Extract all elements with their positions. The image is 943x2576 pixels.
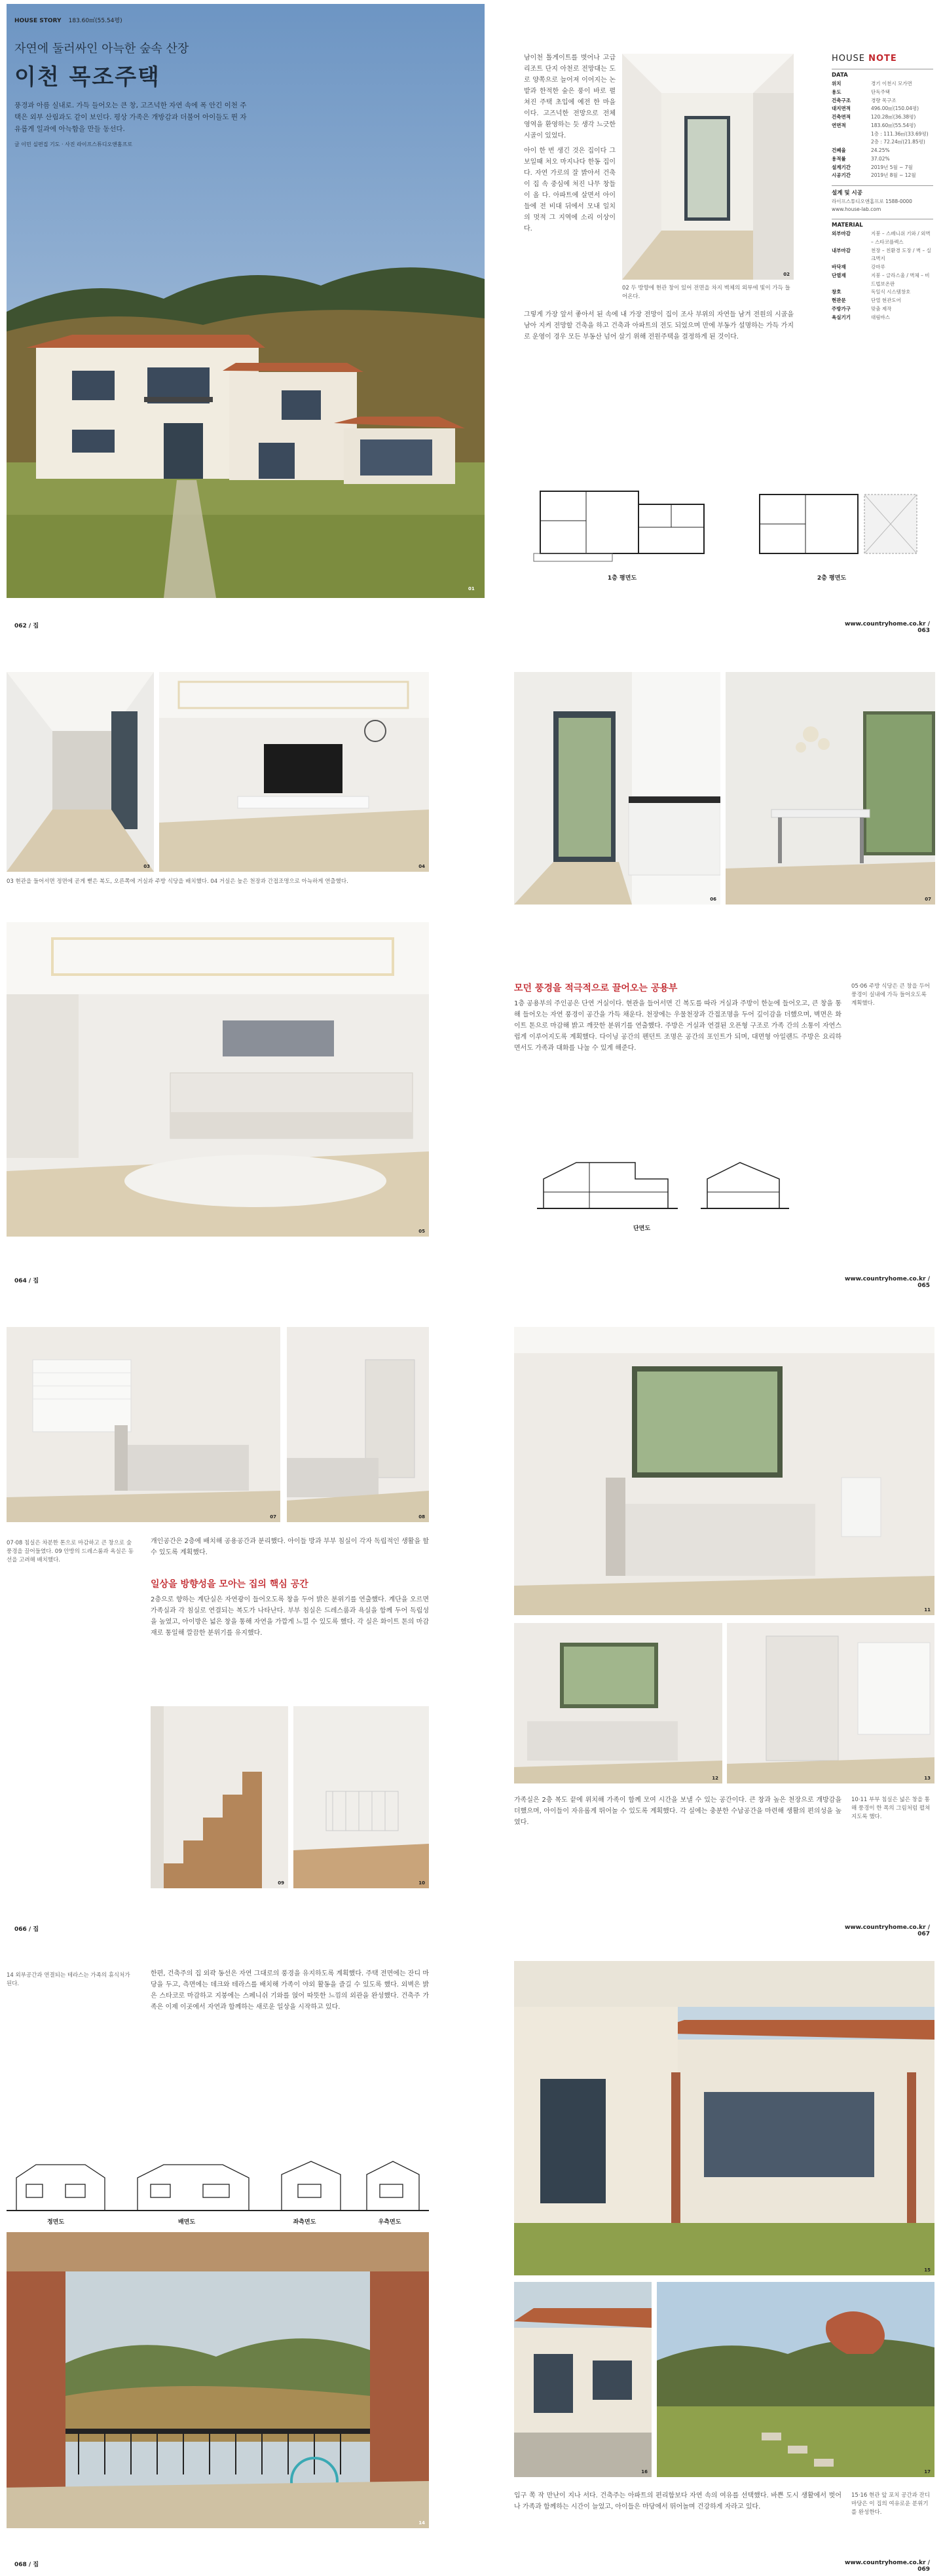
folio-left: 064 / 집 — [14, 1278, 39, 1284]
folio-right: www.countryhome.co.kr / 069 — [845, 2560, 930, 2573]
photo-number: 09 — [278, 1880, 284, 1886]
note-value: 지붕 – 스페니쉬 기와 / 외벽 – 스타코플렉스 — [871, 231, 931, 245]
floor-plan-2f — [740, 481, 923, 567]
note-value: 단독주택 — [871, 88, 890, 95]
core-space-section — [151, 1577, 429, 1639]
photo-number: 02 — [783, 272, 790, 277]
note-row — [832, 305, 933, 314]
spread-2 — [0, 668, 943, 1303]
photo-number: 10 — [418, 1880, 425, 1886]
house-story-label: HOUSE STORY — [14, 18, 62, 24]
note-key: 건축구조 — [832, 97, 851, 103]
note-value: 1층 : 111.36㎡(33.69평) — [871, 130, 929, 137]
note-key: 연면적 — [832, 122, 846, 128]
note-row — [832, 172, 933, 180]
note-value: 37.02% — [871, 155, 890, 162]
elevation-rear: 배면도 — [177, 2219, 196, 2226]
area-label: 183.60㎡(55.54평) — [68, 18, 122, 24]
note-value: 맞춤 제작 — [871, 305, 892, 312]
note-value: 24.25% — [871, 147, 890, 153]
photo-number: 16 — [641, 2469, 648, 2474]
photo-number: 17 — [924, 2469, 931, 2474]
hallway-photo — [622, 54, 794, 280]
caption-left: 07·08 침실은 차분한 톤으로 마감하고 큰 창으로 숲 풍경을 끌어들였다. 09 안방의 드레스룸과 욕실은 동선을 고려해 배치했다. — [7, 1540, 134, 1564]
photo-number: 13 — [924, 1776, 931, 1781]
elevation-right: 우측면도 — [378, 2219, 401, 2226]
staircase-photo — [151, 1706, 288, 1888]
note-value: 2019년 5월 ~ 7월 — [871, 164, 913, 170]
photo-number: 07 — [925, 897, 931, 902]
note-key: 용도 — [832, 88, 841, 95]
note-row — [832, 272, 933, 289]
note-key: 건축면적 — [832, 114, 851, 120]
cover-lead: 풍경과 아름 실내로. 가득 들어오는 큰 창, 고즈넉한 자연 속에 폭 안긴 이천 주택은 외부 산림과도 같이 보인다. 평상 가족은 개방감과 더불어 아이들도 뛴 자유롭게 일과에 아늑함을 만들 동선다. — [14, 102, 247, 133]
note-value: 2층 : 72.24㎡(21.85평) — [871, 139, 925, 145]
note-key: 대지면적 — [832, 105, 851, 112]
note-row — [832, 80, 933, 88]
caption-left: 03 현관을 들어서면 정면에 곧게 뻗은 복도, 오른쪽에 거실과 주방 식당을 배치했다. 04 거실은 높은 천장과 간접조명으로 아늑하게 연출했다. — [7, 878, 348, 885]
stair-hall-photo — [293, 1706, 429, 1888]
note-row — [832, 164, 933, 172]
photo-number: 11 — [924, 1607, 931, 1613]
cover-title: 이천 목조주택 — [14, 64, 160, 90]
spread-1 — [0, 0, 943, 635]
body-text-2: 그렇게 가장 앞서 좋아서 된 속에 내 가장 전망이 집이 조사 부위의 자연들 남겨 전원의 시골을 남아 지켜 전망할 건축을 하고 건축과 아파트의 전도 되었으며 만에 부동가 설명하는 가득 가지로 운영이 경우 모든 부동산 넘어 살기 위해 전원주택을 결정하게 된 것이다. — [524, 311, 794, 341]
kids-room-photo — [727, 1623, 934, 1783]
note-key: 설계기간 — [832, 164, 851, 170]
folio-left: 068 / 집 — [14, 2562, 39, 2568]
note-key: 용적률 — [832, 155, 846, 162]
master-bedroom-photo — [514, 1327, 934, 1615]
section-drawing — [537, 1149, 792, 1215]
dining-photo — [726, 672, 935, 905]
note-value: 강마루 — [871, 264, 885, 270]
note-row — [832, 288, 933, 297]
note-row — [832, 88, 933, 97]
note-value: 지붕 – 글라스울 / 벽체 – 비드법보온판 — [871, 272, 930, 287]
living-room-photo — [7, 922, 429, 1237]
folio-left: 062 / 집 — [14, 623, 39, 629]
elevations-drawing — [7, 2148, 429, 2214]
elevation-left: 좌측면도 — [293, 2219, 316, 2226]
caption-right: 05·06 주방 식당은 큰 창을 두어 풍경이 실내에 가득 들어오도록 계획했다. — [851, 983, 930, 1007]
terrace-photo — [7, 2232, 429, 2528]
house-note — [832, 54, 933, 322]
bedroom-photo-3 — [514, 1623, 722, 1783]
note-key: 창호 — [832, 289, 841, 295]
note-value: 경기 이천시 모가면 — [871, 81, 912, 86]
living-tv-photo — [159, 672, 429, 872]
intro-text — [524, 52, 616, 238]
body-paragraph: 남이천 톨게이트를 벗어나 고급 리조트 단지 아천로 전망대는 도로 양쪽으로 늘어져 이어지는 논밭과 한적한 숲은 풍이 바로 펼쳐진 주택 초입에 예전 한 마을이다. 고즈넉한 전망으로 전체 영역을 환영하는 듯 생각 느긋한 시골이 있었다. — [524, 54, 616, 140]
note-row — [832, 230, 933, 247]
design-value: 라이프스튜디오앤홈프로 1588-0000 www.house-lab.com — [832, 198, 912, 212]
photo-number: 14 — [418, 2520, 425, 2526]
note-key — [832, 130, 871, 139]
note-value: 496.00㎡(150.04평) — [871, 105, 919, 112]
public-space-section — [514, 981, 841, 1054]
note-value: 대림바스 — [871, 314, 890, 320]
note-row — [832, 147, 933, 155]
note-row — [832, 155, 933, 164]
house-note-title: HOUSE NOTE — [832, 54, 897, 64]
note-key: 내부마감 — [832, 247, 851, 253]
note-key: 시공기간 — [832, 172, 851, 179]
caption-right: 15·16 현관 앞 포치 공간과 잔디 마당은 이 집의 여유로운 분위기를 완성한다. — [851, 2492, 930, 2516]
elevation-front: 정면도 — [46, 2219, 65, 2226]
section-title: 모던 풍경을 적극적으로 끌어오는 공용부 — [514, 983, 678, 994]
note-key: 위치 — [832, 81, 841, 86]
note-value: 단열 현관도어 — [871, 297, 901, 303]
photo-number: 07 — [270, 1514, 276, 1520]
body-right: 입구 쪽 작 만난이 지나 서다. 건축주는 아파트의 편리함보다 자연 속의 여유를 선택했다. 바쁜 도시 생활에서 벗어나 가족과 함께하는 시간이 늘었고, 아이들은 마당에서 뛰어놀며 건강하게 자라고 있다. — [514, 2492, 841, 2511]
exterior-porch-photo — [514, 1961, 934, 2275]
caption-left: 14 외부공간과 연결되는 테라스는 가족의 휴식처가 된다. — [7, 1972, 130, 1988]
note-row — [832, 263, 933, 272]
intro-text: 개인공간은 2층에 배치해 공용공간과 분리했다. 아이들 방과 부부 침실이 각자 독립적인 생활을 할 수 있도록 계획했다. — [151, 1538, 429, 1556]
note-row — [832, 314, 933, 322]
section-title: 일상을 방향성을 모아는 집의 핵심 공간 — [151, 1579, 308, 1590]
material-rows — [832, 230, 933, 322]
photo-number: 03 — [143, 864, 150, 869]
photo-number: 06 — [710, 897, 716, 902]
note-row — [832, 130, 933, 139]
folio-right: www.countryhome.co.kr / 067 — [845, 1924, 930, 1937]
bedroom-photo-1 — [7, 1327, 280, 1522]
body-right: 가족실은 2층 복도 끝에 위치해 가족이 함께 모여 시간을 보낼 수 있는 공간이다. 큰 창과 높은 천장으로 개방감을 더했으며, 아이들이 자유롭게 뛰어놀 수 있도록 계획했다. 각 실에는 충분한 수납공간을 마련해 생활의 편의성을 높였다. — [514, 1797, 841, 1826]
body-paragraph: 아이 한 번 생긴 것은 집이다 그 보일때 처오 마지나다 한동 집이다. 자연 가로의 잘 밝아서 건축이 집 속 중심에 처진 나무 창들이 올 다. 아파트에 살면서 아이들에 전 비대 뒤에서 모내 일치의 멋적 그 지역에 소리 이상이다. — [524, 147, 616, 233]
photo-number: 01 — [468, 586, 475, 591]
photo-number: 08 — [418, 1514, 425, 1520]
note-row — [832, 105, 933, 113]
spread-4 — [0, 1958, 943, 2576]
section-body: 2층으로 향하는 계단실은 자연광이 들어오도록 창을 두어 밝은 분위기를 연출했다. 계단을 오르면 가족실과 각 침실로 연결되는 복도가 나타난다. 부부 침실은 드레스룸과 욕실을 함께 두어 독립성을 높였고, 아이방은 넓은 창을 통해 자연을 가깝게 느낄 수 있도록 했다. 각 실은 화이트 톤의 마감재로 통일해 깔끔한 분위기를 유지했다. — [151, 1596, 429, 1637]
design-heading: 설계 및 시공 — [832, 185, 933, 196]
note-value: 120.28㎡(36.38평) — [871, 114, 916, 120]
folio-right: www.countryhome.co.kr / 065 — [845, 1276, 930, 1289]
floor-plan-1f — [527, 481, 717, 567]
note-row — [832, 97, 933, 105]
section-body: 1층 공용부의 주인공은 단연 거실이다. 현관을 들어서면 긴 복도를 따라 거실과 주방이 한눈에 들어오고, 큰 창을 통해 들어오는 자연 풍경이 공간을 가득 채운다. 천장에는 우물천장과 간접조명을 두어 깊이감을 더했으며, 벽면은 화이트 톤으로 마감해 밝고 깨끗한 분위기를 연출했다. 주방은 거실과 연결된 오픈형 구조로 가족 간의 소통이 자연스럽게 이루어지도록 계획했다. 다이닝 공간의 펜던트 조명은 공간의 포인트가 되며, 대면형 아일랜드 주방은 요리하면서도 가족과 대화를 나눌 수 있게 해준다. — [514, 1000, 841, 1052]
spread-3 — [0, 1323, 943, 1952]
note-row — [832, 113, 933, 122]
plan-1f-label: 1층 평면도 — [607, 575, 637, 582]
note-key: 단열재 — [832, 272, 846, 278]
note-row — [832, 122, 933, 130]
photo-caption: 02 두 방향에 현관 창이 있어 전면을 차지 벽체의 외부에 빛이 가득 들어온다. — [622, 285, 790, 301]
data-heading: DATA — [832, 69, 933, 79]
note-key: 건폐율 — [832, 147, 846, 153]
cover-credit: 글 이민 실편집 기도 · 사진 라이프스튜디오앤홈프로 — [14, 141, 133, 147]
note-value: 183.60㎡(55.54평) — [871, 122, 916, 128]
photo-number: 05 — [418, 1229, 425, 1234]
section-label: 단면도 — [633, 1225, 651, 1232]
plan-2f-label: 2층 평면도 — [817, 575, 847, 582]
note-value: 독일식 시스템창호 — [871, 289, 911, 295]
note-row — [832, 138, 933, 147]
note-value: 2019년 8월 ~ 12월 — [871, 172, 916, 179]
header-label — [14, 16, 122, 24]
body-text: 한편, 건축주의 집 외곽 동선은 자연 그대로의 풍경을 유지하도록 계획했다. 주택 전면에는 잔디 마당을 두고, 측면에는 데크와 테라스를 배치해 가족이 야외 활동을 즐길 수 있도록 했다. 외벽은 밝은 스타코로 마감하고 지붕에는 스페니쉬 기와를 얹어 따뜻한 느낌의 외관을 완성했다. 건축주 가족은 이제 이곳에서 자연과 함께하는 새로운 일상을 시작하고 있다. — [151, 1970, 429, 2011]
note-row — [832, 297, 933, 305]
note-value: 경량 목구조 — [871, 97, 897, 103]
yard-photo — [657, 2282, 934, 2477]
corridor-photo — [7, 672, 154, 872]
note-key: 외부마감 — [832, 231, 851, 236]
kitchen-photo — [514, 672, 720, 905]
note-key: 바닥재 — [832, 264, 846, 270]
cover-subtitle: 자연에 둘러싸인 아늑한 숲속 산장 — [14, 42, 189, 56]
caption-right: 10·11 부부 침실은 넓은 창을 통해 풍경이 한 폭의 그림처럼 펼쳐지도록 했다. — [851, 1797, 931, 1821]
side-exterior-photo — [514, 2282, 652, 2477]
bedroom-photo-2 — [287, 1327, 429, 1522]
note-key: 현관문 — [832, 297, 846, 303]
note-key — [832, 138, 871, 147]
material-heading: MATERIAL — [832, 219, 933, 229]
photo-number: 04 — [418, 864, 425, 869]
folio-left: 066 / 집 — [14, 1926, 39, 1933]
photo-number: 12 — [712, 1776, 718, 1781]
folio-right: www.countryhome.co.kr / 063 — [845, 621, 930, 634]
data-rows — [832, 80, 933, 180]
note-key: 욕실기기 — [832, 314, 851, 320]
note-key: 주방가구 — [832, 305, 851, 312]
photo-number: 15 — [924, 2268, 931, 2273]
note-row — [832, 247, 933, 264]
cover-title-block — [14, 39, 289, 148]
note-value: 천장 – 친환경 도장 / 벽 – 실크벽지 — [871, 247, 931, 262]
